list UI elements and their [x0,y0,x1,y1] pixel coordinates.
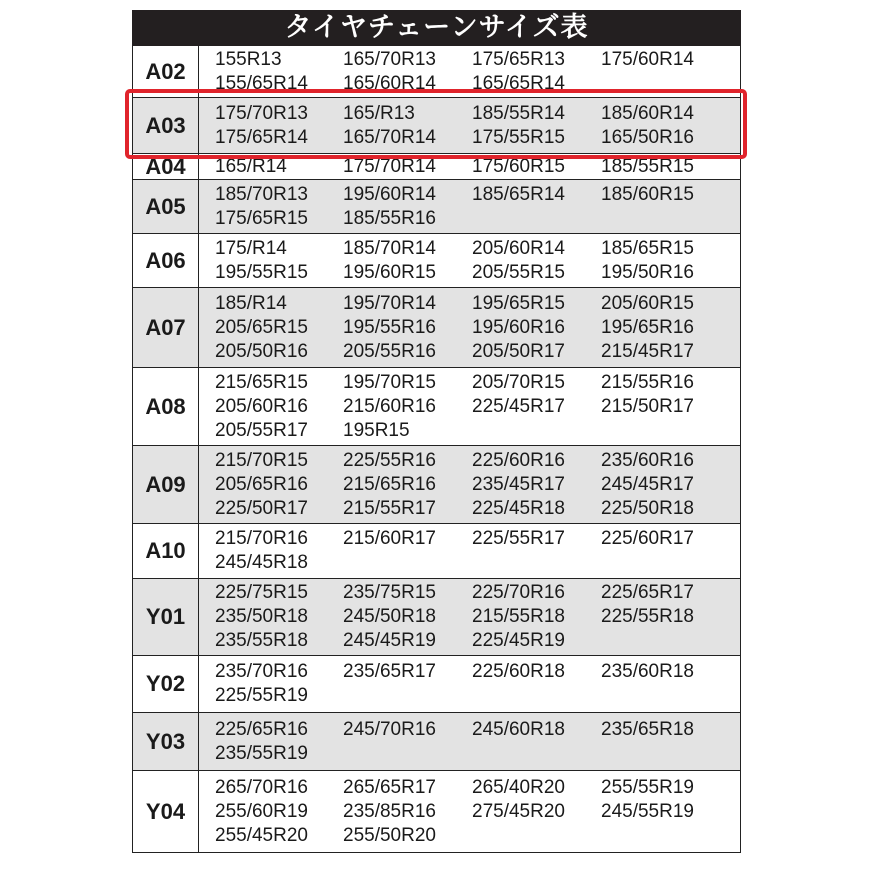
tire-size: 195/55R15 [215,261,308,283]
tire-size: 215/55R17 [343,497,436,519]
chain-code: Y02 [133,656,199,712]
tire-size: 195/65R15 [472,292,565,314]
tire-size: 205/60R15 [601,292,694,314]
tire-size-list [199,288,740,367]
tire-size: 195/60R14 [343,183,436,205]
size-row-y03 [132,713,741,771]
chain-code: A05 [133,180,199,233]
tire-size: 205/65R15 [215,316,308,338]
size-row-y01 [132,579,741,656]
tire-size: 225/45R18 [472,497,565,519]
tire-size: 235/70R16 [215,661,308,682]
tire-size-list [199,524,740,578]
tire-size: 225/55R17 [472,528,565,549]
tire-size: 155/65R14 [215,72,308,94]
size-row-a06 [132,234,741,288]
tire-size: 225/65R16 [215,718,308,740]
tire-size: 205/60R14 [472,237,565,259]
tire-size: 265/70R16 [215,776,308,798]
tire-size: 235/55R19 [215,742,308,764]
tire-size: 255/45R20 [215,824,308,846]
tire-size: 235/60R16 [601,449,694,471]
tire-size: 195/70R14 [343,292,436,314]
tire-size: 235/65R18 [601,718,694,740]
tire-size: 245/45R17 [601,473,694,495]
tire-size: 225/75R15 [215,582,308,603]
tire-size: 245/45R19 [343,630,436,651]
tire-size: 165/65R14 [472,72,565,94]
tire-size: 225/60R18 [472,661,565,682]
tire-size: 235/85R16 [343,800,436,822]
tire-size: 245/55R19 [601,800,694,822]
tire-size: 195/50R16 [601,261,694,283]
tire-size: 235/50R18 [215,606,308,627]
chain-code: A07 [133,288,199,367]
highlight-frame-a03 [125,89,747,159]
tire-size: 165/70R13 [343,48,436,70]
tire-size: 195/60R16 [472,316,565,338]
tire-size: 205/55R16 [343,340,436,362]
tire-size: 225/45R17 [472,395,565,417]
tire-size: 255/60R19 [215,800,308,822]
chain-code: Y01 [133,579,199,655]
tire-size: 185/65R14 [472,183,565,205]
size-table [132,46,741,853]
tire-size: 235/65R17 [343,661,436,682]
tire-size: 175/70R13 [215,102,308,124]
tire-size: 185/65R15 [601,237,694,259]
size-row-a07 [132,288,741,368]
tire-size: 185/55R16 [343,207,436,229]
tire-size-list [199,234,740,287]
chain-code: A09 [133,446,199,523]
tire-size: 205/60R16 [215,395,308,417]
tire-size-list [199,368,740,445]
tire-size: 195/60R15 [343,261,436,283]
tire-size: 195/55R16 [343,316,436,338]
tire-size: 215/45R17 [601,340,694,362]
tire-size: 165/60R14 [343,72,436,94]
tire-size: 185/70R13 [215,183,308,205]
size-row-a05 [132,180,741,234]
tire-size: 215/65R16 [343,473,436,495]
tire-size: 265/65R17 [343,776,436,798]
tire-size: 195/70R15 [343,371,436,393]
tire-size: 235/75R15 [343,582,436,603]
size-row-a09 [132,446,741,524]
tire-size: 185/55R15 [601,155,694,177]
tire-size: 225/55R18 [601,606,694,627]
tire-size: 185/R14 [215,292,287,314]
tire-size: 215/55R16 [601,371,694,393]
size-row-y02 [132,656,741,713]
chain-code: A02 [133,46,199,97]
tire-size: 235/60R18 [601,661,694,682]
tire-size: 225/45R19 [472,630,565,651]
tire-size: 165/R14 [215,155,287,177]
chain-code: A03 [133,98,199,153]
tire-size: 195R15 [343,419,410,441]
tire-size-list [199,656,740,712]
tire-size: 215/60R16 [343,395,436,417]
tire-size: 245/45R18 [215,552,308,573]
tire-size: 175/R14 [215,237,287,259]
tire-size: 185/55R14 [472,102,565,124]
tire-size: 205/70R15 [472,371,565,393]
chain-code: A08 [133,368,199,445]
tire-size: 255/50R20 [343,824,436,846]
tire-size: 205/65R16 [215,473,308,495]
tire-size: 185/60R14 [601,102,694,124]
tire-size: 215/60R17 [343,528,436,549]
tire-size: 215/55R18 [472,606,565,627]
tire-size: 185/60R15 [601,183,694,205]
tire-size: 225/60R17 [601,528,694,549]
tire-size: 225/60R16 [472,449,565,471]
tire-size: 195/65R16 [601,316,694,338]
tire-size-list [199,771,740,852]
tire-size: 215/50R17 [601,395,694,417]
tire-size: 225/70R16 [472,582,565,603]
tire-size: 235/45R17 [472,473,565,495]
tire-size: 225/55R16 [343,449,436,471]
tire-size: 175/70R14 [343,155,436,177]
tire-size: 205/55R17 [215,419,308,441]
tire-size: 225/55R19 [215,685,308,706]
tire-size: 165/R13 [343,102,415,124]
chain-code: A04 [133,154,199,179]
tire-size: 255/55R19 [601,776,694,798]
tire-size: 175/60R15 [472,155,565,177]
tire-size: 175/65R13 [472,48,565,70]
tire-size: 205/50R17 [472,340,565,362]
tire-size-list [199,446,740,523]
tire-size: 205/50R16 [215,340,308,362]
tire-size: 245/50R18 [343,606,436,627]
tire-size-list [199,713,740,770]
chain-code: Y03 [133,713,199,770]
tire-size: 215/65R15 [215,371,308,393]
tire-size: 175/65R14 [215,126,308,148]
tire-size: 175/60R14 [601,48,694,70]
tire-size: 215/70R15 [215,449,308,471]
tire-size: 215/70R16 [215,528,308,549]
tire-size: 225/65R17 [601,582,694,603]
tire-size: 275/45R20 [472,800,565,822]
chain-code: A10 [133,524,199,578]
chain-code: A06 [133,234,199,287]
tire-size: 185/70R14 [343,237,436,259]
tire-size: 205/55R15 [472,261,565,283]
tire-size: 165/50R16 [601,126,694,148]
tire-size: 225/50R18 [601,497,694,519]
tire-size: 165/70R14 [343,126,436,148]
tire-size: 245/70R16 [343,718,436,740]
tire-size-list [199,180,740,233]
size-row-a10 [132,524,741,579]
tire-size-list [199,579,740,655]
chart-title: タイヤチェーンサイズ表 [132,10,741,46]
tire-size: 265/40R20 [472,776,565,798]
tire-size: 155R13 [215,48,282,70]
tire-size: 175/65R15 [215,207,308,229]
size-row-a08 [132,368,741,446]
tire-size: 225/50R17 [215,497,308,519]
tire-size: 245/60R18 [472,718,565,740]
tire-size: 235/55R18 [215,630,308,651]
size-row-y04 [132,771,741,853]
tire-size: 175/55R15 [472,126,565,148]
chain-code: Y04 [133,771,199,852]
